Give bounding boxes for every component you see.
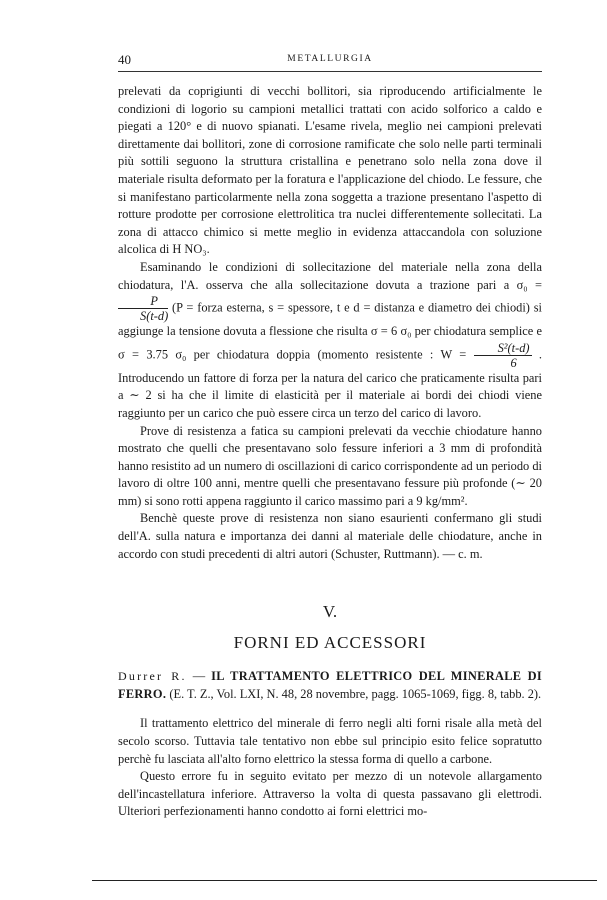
page-number: 40 [118,52,131,67]
fraction-moment [474,341,532,370]
paragraph-conclusion: Benchè queste prove di resistenza non siano esaurienti confermano gli studi dell'A. sulla natura e importanza dei danni al materiale delle chiodature, anche in accordo con studi precedenti di altri autori (Schuster, Ruttmann). — c. m. [118,511,542,561]
page-body [118,83,542,821]
sigma-label: σ₀ = [516,277,542,292]
paragraph-fatigue: Prove di resistenza a fatica su campioni prelevati da vecchie chiodature hanno mostrato che quelli che presentavano solo fessure inferiori a 3 mm di profondità hanno resistito ad un numero di oscillazioni di carico corrispondente ad un periodo di lavoro di oltre 100 anni, mentre quelli che presentavano fessure più profonde (∼ 20 mm) si sono rotti appena raggiunto il carico massimo pari a 9 kg/mm². [118,423,542,508]
section-title: FORNI ED ACCESSORI [233,633,427,653]
formula-end: . Introducendo un fattore di forza per la natura del carico che praticamente risulta pari a ∼ 2 si ha che il limite di elasticità per il materiale ai bordi dei chiodi viene raggiunto per un carico che può essere circa un terzo del carico di lavoro. [118,347,542,420]
paragraph-formula [118,259,542,423]
scan-bottom-edge [92,880,597,881]
formula-middle: (P = forza esterna, s = spessore, t e d = distanza e diametro dei chiodi) si aggiunge la tensione dovuta a flessione che risulta σ = 6 σ₀ per chiodatura semplice e σ = 3.75 σ₀ per chiodatura doppia (momento resistente : [118,300,542,362]
header-rule [118,71,542,72]
paragraph-improvements: Questo errore fu in seguito evitato per mezzo di un notevole allargamento dell'incastellatura inferiore. Attraverso la volta di questa passavano gli elettrodi. Ulteriori perfezionamenti hanno condotto ai forni elettrici mo- [118,769,542,819]
entry-title: IL TRATTAMENTO ELETTRICO DEL MINERALE DI FERRO. [118,669,542,701]
spacer [118,703,542,715]
formula-intro: Esaminando le condizioni di sollecitazione del materiale nella zona della chiodatura, l'A. osserva che alla sollecitazione dovuta a trazione pari a [118,259,542,292]
section-number: V. [322,602,338,622]
page-header [118,52,542,70]
entry-citation: (E. T. Z., Vol. LXI, N. 48, 28 novembre, pagg. 1065-1069, figg. 8, tabb. 2). [169,686,542,701]
bibliographic-entry [118,668,542,703]
fraction-moment-denominator: 6 [510,355,517,370]
paragraph-continuation: prelevati da coprigiunti di vecchi bollitori, sia riproducendo artificialmente le condizioni di logorio su campioni metallici trattati con acido solforico a caldo e piegati a 120° e di nuovo spianati. L'esame rivela, meglio nei campioni prelevati direttamente dai bollitori, zone di corrosione ramificate che solo nelle parti terminali più sottili seguono la struttura cristallina e penetrano solo nella zona dove il materiale risulta deformato per la foratura e l'applicazione del chiodo. Le fessure, che si manifestano particolarmente nella zona soggetta a trazione presentano l'aspetto di rotture prodotte per corrosione elettrolitica tra nuclei differentemente sollecitati. La zona di attacco chimico si mette meglio in evidenza attaccandola con soluzione alcolica di H NO₃. [118,84,542,257]
fraction-stress [118,294,168,323]
fraction-moment-numerator: S²(t-d) [474,341,532,356]
paragraph-history: Il trattamento elettrico del minerale di ferro negli alti forni risale alla metà del secolo scorso. Tuttavia tale tentativo non ebbe sul principio esito felice sopratutto perchè fu lasciata all'alto forno elettrico la stessa forma di quello a carbone. [118,716,542,766]
fraction-stress-denominator: S(t-d) [140,309,169,324]
running-head: METALLURGIA [287,54,373,64]
fraction-stress-numerator: P [118,294,168,309]
entry-dash: — [192,669,206,684]
entry-author: Durrer R. [118,669,187,684]
w-label: W = [440,347,467,362]
